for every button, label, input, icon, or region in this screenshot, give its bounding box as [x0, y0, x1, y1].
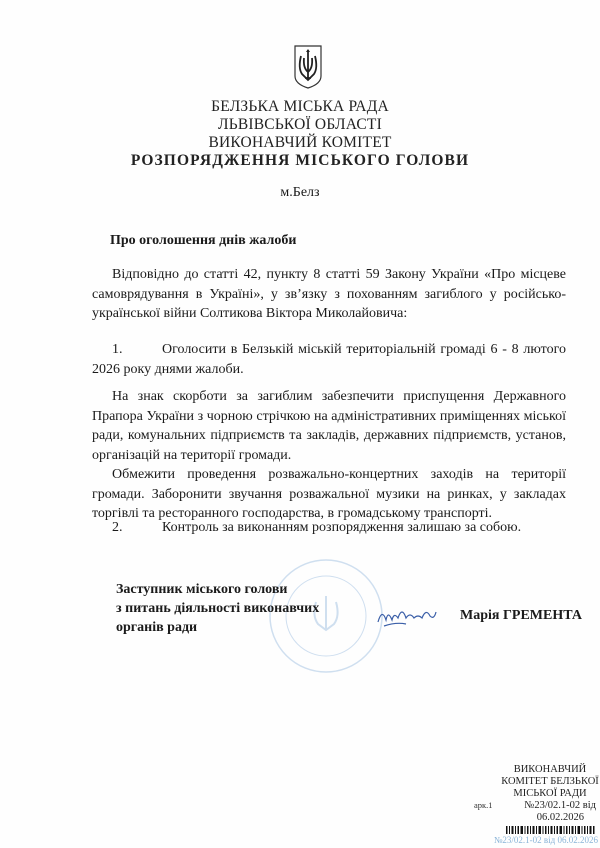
- item-1-number: 1.: [112, 342, 123, 357]
- flag-paragraph: [92, 387, 566, 465]
- registration-line-3: МІСЬКОЇ РАДИ: [513, 788, 587, 799]
- signatory-title-line-3: органів ради: [116, 620, 198, 635]
- flag-text: На знак скорботи за загиблим забезпечити приспущення Державного Прапора України з чорною стрічкою на адміністративних приміщеннях міської ради, комунальних підприємств та закладів, державних підприємств, установ, організацій на території громади.: [92, 389, 566, 463]
- item-1-text: Оголосити в Белзькій міській територіальній громаді 6 - 8 лютого 2026 року днями жалоби.: [92, 342, 566, 377]
- item-1: [92, 340, 566, 379]
- registration-number: №23/02.1-02 від: [524, 800, 596, 811]
- barcode-text: №23/02.1-02 від 06.02.2026: [493, 835, 598, 845]
- item-2-number: 2.: [112, 520, 123, 535]
- restriction-text-2: Заборонити звучання розважальної музики на ринках, у закладах торгівлі та ресторанного господарства, в громадському транспорті.: [92, 486, 566, 521]
- registration-line-1: ВИКОНАВЧИЙ: [513, 764, 587, 775]
- signatory-title-line-2: з питань діяльності виконавчих: [116, 601, 320, 616]
- intro-paragraph: [92, 265, 566, 324]
- intro-text: Відповідно до статті 42, пункту 8 статті 59 Закону України «Про місцеве самоврядування в Україні», у зв’язку з похованням загиблого у російсько-української війни Солтикова Віктора Миколайовича:: [92, 267, 566, 321]
- registration-date: 06.02.2026: [536, 812, 584, 823]
- signatory-name: Марія ГРЕМЕНТА: [460, 608, 582, 623]
- item-2: [92, 518, 566, 538]
- registration-stamp: [500, 764, 600, 800]
- signatory-title-line-1: Заступник міського голови: [116, 582, 288, 597]
- signatory-title: [116, 580, 319, 637]
- handwritten-signature-icon: [376, 598, 438, 630]
- restriction-paragraph: [92, 465, 566, 524]
- registration-line-2: КОМІТЕТ БЕЛЗЬКОЇ: [501, 776, 599, 787]
- council-name: БЕЛЗЬКА МІСЬКА РАДА: [211, 98, 389, 115]
- region-name: ЛЬВІВСЬКОЇ ОБЛАСТІ: [218, 116, 382, 133]
- sheet-number: арк.1: [474, 800, 493, 810]
- restriction-text-1: Обмежити проведення розважально-концертних заходів на території громади.: [92, 467, 566, 502]
- item-2-text: Контроль за виконанням розпорядження залишаю за собою.: [162, 520, 522, 535]
- document-subject: Про оголошення днів жалоби: [110, 233, 297, 248]
- committee-name: ВИКОНАВЧИЙ КОМІТЕТ: [208, 134, 392, 151]
- barcode-icon: [506, 826, 596, 834]
- document-type: РОЗПОРЯДЖЕННЯ МІСЬКОГО ГОЛОВИ: [130, 152, 470, 169]
- city-name: м.Белз: [280, 185, 320, 200]
- trident-coat-of-arms-icon: [293, 44, 323, 90]
